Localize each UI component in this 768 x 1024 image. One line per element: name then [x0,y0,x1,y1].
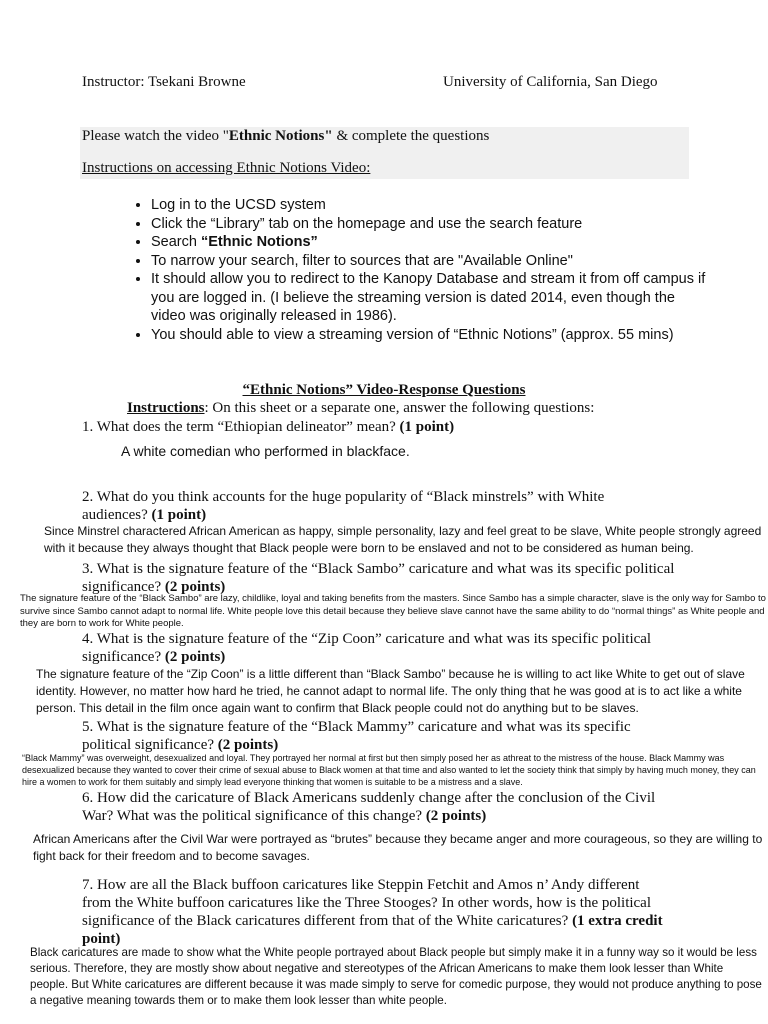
watch-instruction: Please watch the video "Ethnic Notions" & complete the questions [82,128,490,144]
question-1: 1. What does the term “Ethiopian delineator” mean? (1 point) [82,419,455,435]
question-2: 2. What do you think accounts for the huge popularity of “Black minstrels” with White audiences? (1 point) [82,489,605,523]
step-item: • Log in to the UCSD system [151,196,711,215]
answer-7: Black caricatures are made to show what the White people portrayed about Black people but simply make it in a funny way so it would be less serious. Therefore, they are mostly show about negative and stereotypes of the African Americans to make them look lesser than White people. But White caricatures are different because it was made simply to serve for comedic purpose, they would not produce anything to pose a negative meaning towards them or to make them look lesser than white people. [30,946,762,1007]
question-7: 7. How are all the Black buffoon caricatures like Steppin Fetchit and Amos n’ Andy different from the White buffoon caricatures like the Three Stooges? In other words, how is the political significance of the Black caricatures different from that of the White caricatures? (1 extra credit point) [82,877,663,947]
question-4: 4. What is the signature feature of the “Zip Coon” caricature and what was its specific political significance? (2 points) [82,631,652,665]
video-title: Ethnic Notions" [228,128,333,144]
question-5: 5. What is the signature feature of the “Black Mammy” caricature and what was its specific political significance? (2 points) [82,719,631,753]
answer-5: “Black Mammy” was overweight, desexualized and loyal. They portrayed her normal at first but then simply posed her as athreat to the mistress of the house. Black Mammy was desexualized because they wanted to cover their crime of sexual abuse to Black women at that time and also wanted to let the society think that simply by having much money, they can hire a women to work for them suitably and simply lead everyone thinking that women is suitable to be a mistress and a slave. [22,753,756,787]
answer-6: African Americans after the Civil War were portrayed as “brutes” because they became anger and more courageous, so they are willing to fight back for their freedom and to become savages. [33,832,763,863]
step-item: • It should allow you to redirect to the Kanopy Database and stream it from off campus if you are logged in. (I believe the streaming version is dated 2014, even though the video was originally released in 1986). [151,270,711,326]
step-item: • You should able to view a streaming version of “Ethnic Notions” (approx. 55 mins) [151,326,711,345]
step-item: • To narrow your search, filter to sources that are "Available Online" [151,252,711,271]
university-name: University of California, San Diego [443,74,658,90]
instructor-name: Instructor: Tsekani Browne [82,74,246,90]
question-6: 6. How did the caricature of Black Americans suddenly change after the conclusion of the Civil War? What was the political significance of this change? (2 points) [82,790,656,824]
access-steps-list [123,196,711,344]
answer-1: A white comedian who performed in blackface. [121,443,410,459]
step-item: • Search “Ethnic Notions” [151,233,711,252]
access-instructions-heading: Instructions on accessing Ethnic Notions Video: [82,160,371,176]
answer-3: The signature feature of the “Black Sambo” are lazy, childlike, loyal and taking benefits from the masters. Since Sambo has a simple character, slave is the only way for Sambo to survive since Sambo cannot adapt to normal life. White people love this detail because they believe slave cannot have the same ability to do “normal things” as White people and they are born to work for White people. [20,593,766,629]
question-3: 3. What is the signature feature of the “Black Sambo” caricature and what was its specific political significance? (2 points) [82,561,675,595]
answer-4: The signature feature of the “Zip Coon” is a little different than “Black Sambo” because he is willing to act like White to get out of slave identity. However, no matter how hard he tried, he cannot adapt to normal life. The only thing that he was good at is to act like a white person. This detail in the film once again want to confirm that Black people could not do anything but to be slaves. [36,667,745,715]
step-item: • Click the “Library” tab on the homepage and use the search feature [151,215,711,234]
answer-2: Since Minstrel charactered African American as happy, simple personality, lazy and feel great to be slave, White people strongly agreed with it because they always thought that Black people were born to be enslaved and not to be considered as human being. [44,524,762,555]
section-title: “Ethnic Notions” Video-Response Questions [242,382,526,398]
questions-instructions: Instructions: On this sheet or a separate one, answer the following questions: [127,400,595,416]
